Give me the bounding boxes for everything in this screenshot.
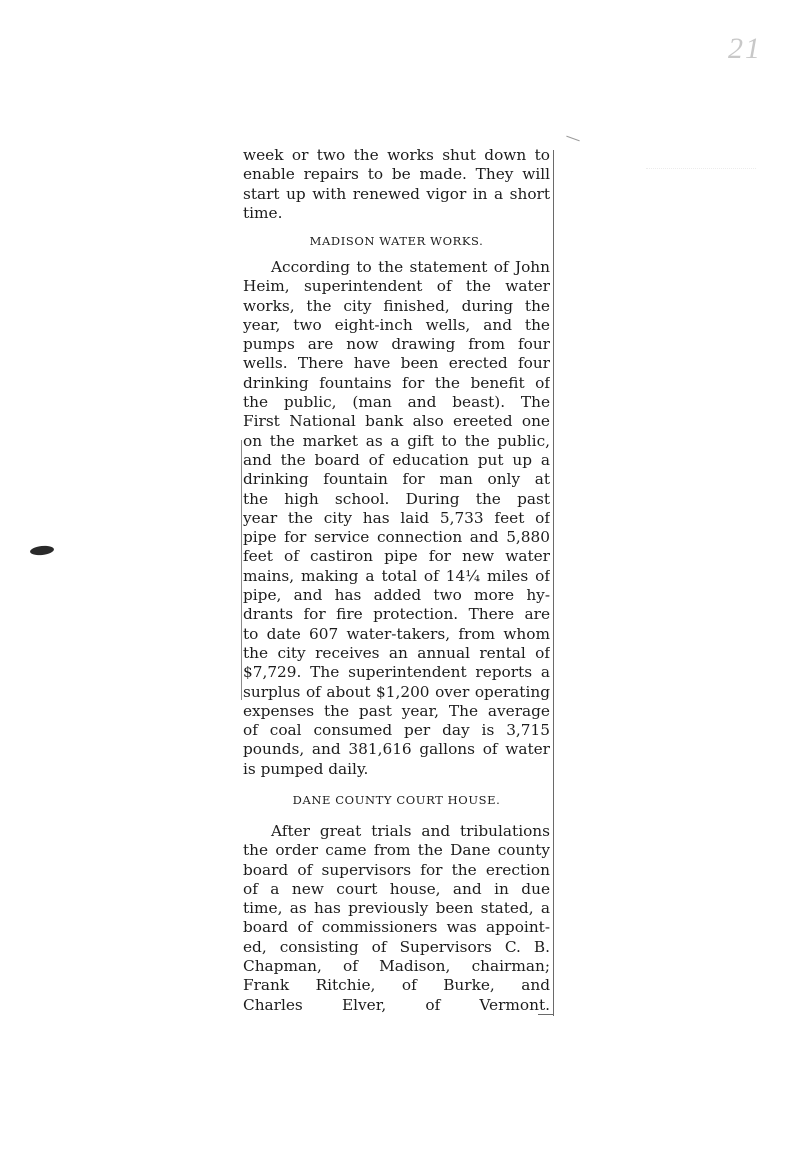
text-line: Chapman, of Madison, chairman; <box>243 957 550 976</box>
court-house-heading: DANE COUNTY COURT HOUSE. <box>292 793 501 807</box>
court-house-paragraph <box>243 822 550 1015</box>
text-line: surplus of about $1,200 over operating <box>243 682 550 701</box>
text-line: Heim, superintendent of the water <box>243 277 550 296</box>
water-works-heading: MADISON WATER WORKS. <box>309 234 484 248</box>
water-works-paragraph <box>243 258 550 779</box>
text-line: $7,729. The superintendent reports a <box>243 663 550 682</box>
text-line: enable repairs to be made. They will <box>243 165 550 184</box>
text-line: According to the statement of John <box>271 258 550 276</box>
text-line: on the market as a gift to the public, <box>243 431 550 450</box>
text-line: feet of castiron pipe for new water <box>243 547 550 566</box>
newspaper-clipping <box>243 146 550 1018</box>
text-line: After great trials and tribulations <box>271 822 550 840</box>
text-line: board of commissioners was appoint- <box>243 918 550 937</box>
text-line: year the city has laid 5,733 feet of <box>243 508 550 527</box>
text-line: expenses the past year, The average <box>243 701 550 720</box>
text-line: pipe for service connection and 5,880 <box>243 528 550 547</box>
column-rule-right <box>553 150 554 1016</box>
text-line: time. <box>243 203 283 222</box>
text-line: is pumped daily. <box>243 759 369 778</box>
text-line: to date 607 water-takers, from whom <box>243 624 550 643</box>
text-line: year, two eight-inch wells, and the <box>243 315 550 334</box>
text-line: the city receives an annual rental of <box>243 643 550 662</box>
page-number: 21 <box>728 32 762 65</box>
text-line: and the board of education put up a <box>243 450 550 469</box>
text-line: time, as has previously been stated, a <box>243 899 550 918</box>
text-line: week or two the works shut down to <box>243 146 550 164</box>
text-line: the order came from the Dane county <box>243 841 550 860</box>
text-line: pounds, and 381,616 gallons of water <box>243 740 550 759</box>
text-line: ed, consisting of Supervisors C. B. <box>243 937 550 956</box>
intro-paragraph <box>243 146 550 223</box>
text-line: works, the city finished, during the <box>243 296 550 315</box>
text-line: drants for fire protection. There are <box>243 605 550 624</box>
text-line: drinking fountain for man only at <box>243 470 550 489</box>
text-line: mains, making a total of 14¼ miles of <box>243 566 550 585</box>
text-line: start up with renewed vigor in a short <box>243 184 550 203</box>
text-line: First National bank also ereeted one <box>243 412 550 431</box>
text-line: board of supervisors for the erection <box>243 860 550 879</box>
column-rule-left <box>241 440 242 700</box>
text-line: pumps are now drawing from four <box>243 335 550 354</box>
text-line: pipe, and has added two more hy- <box>243 586 550 605</box>
corner-tick-mark <box>566 136 579 142</box>
text-line: Charles Elver, of Vermont. <box>243 995 550 1014</box>
text-line: the high school. During the past <box>243 489 550 508</box>
text-line: of a new court house, and in due <box>243 879 550 898</box>
text-line: of coal consumed per day is 3,715 <box>243 721 550 740</box>
text-line: drinking fountains for the benefit of <box>243 373 550 392</box>
text-line: Frank Ritchie, of Burke, and <box>243 976 550 995</box>
ink-smudge <box>30 545 55 556</box>
faint-bleed-mark <box>646 168 756 209</box>
text-line: the public, (man and beast). The <box>243 393 550 412</box>
text-line: wells. There have been erected four <box>243 354 550 373</box>
